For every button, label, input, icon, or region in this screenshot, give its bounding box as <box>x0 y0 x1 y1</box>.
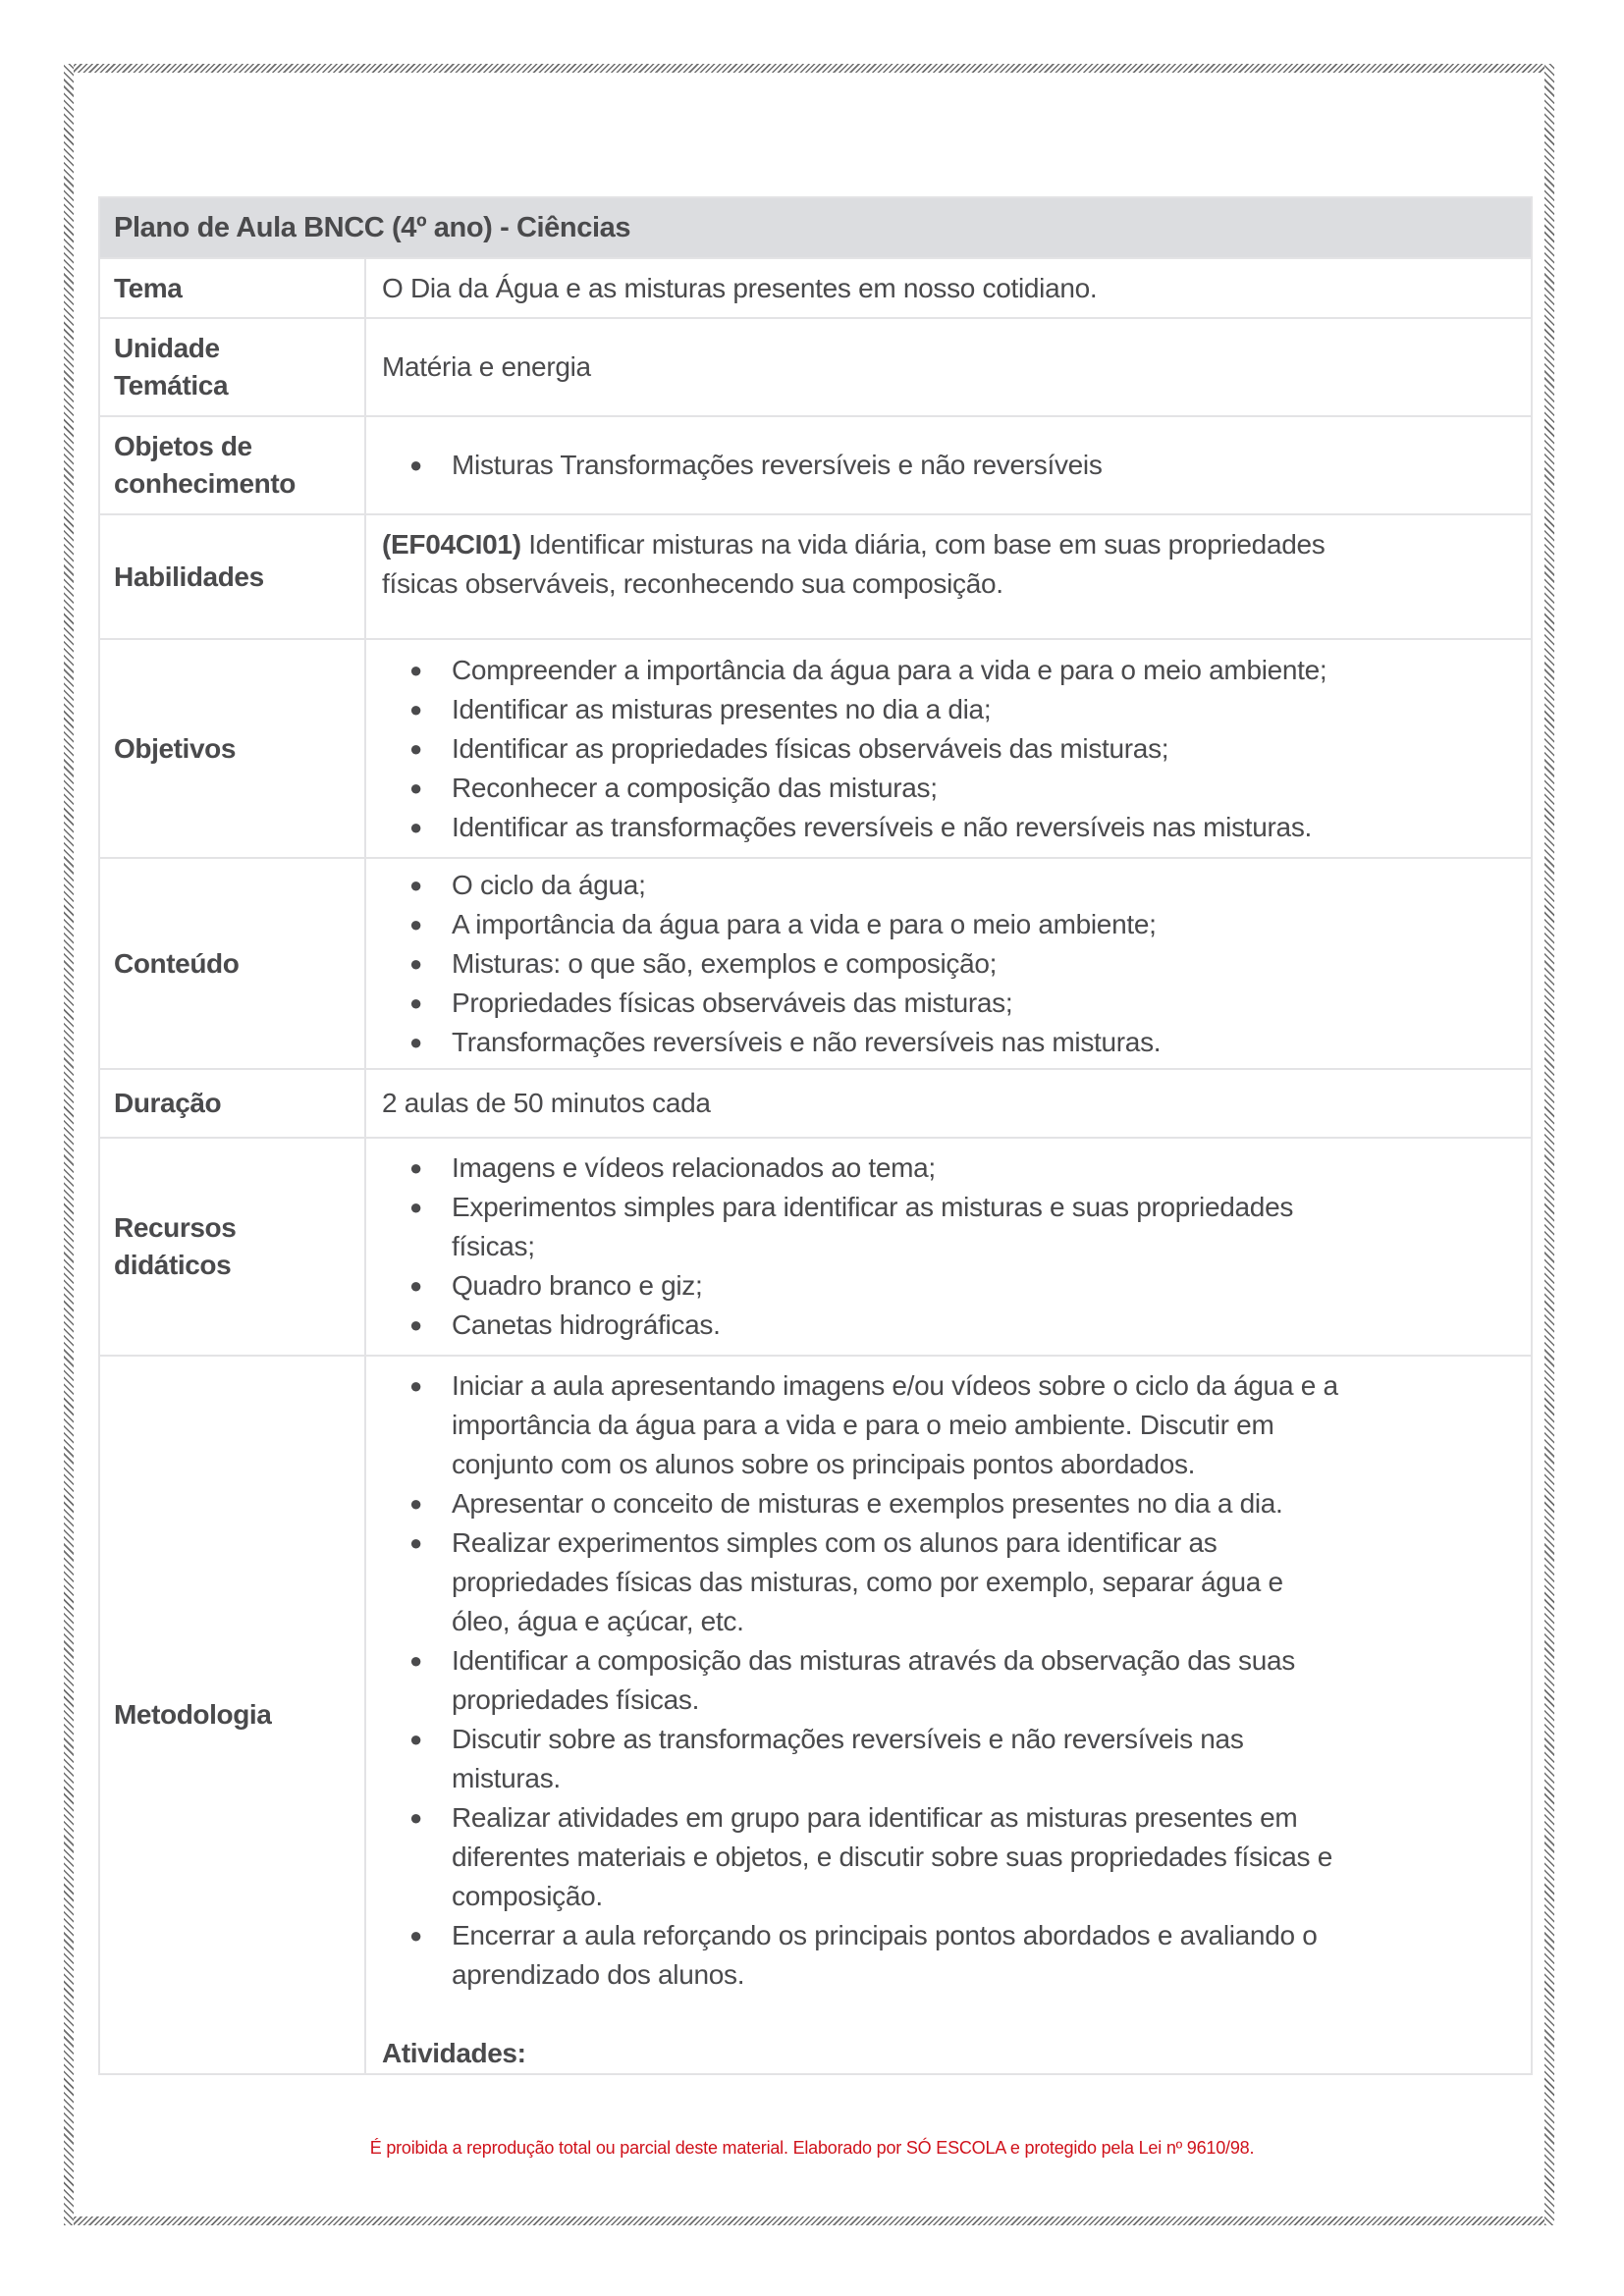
value-conteudo <box>365 858 1532 1069</box>
list-item-text: Reconhecer a composição das misturas; <box>452 772 938 803</box>
row-conteudo <box>99 858 1532 1069</box>
list-item-text: importância da água para a vida e para o meio ambiente. Discutir em <box>452 1410 1274 1440</box>
habilidade-code: (EF04CI01) <box>382 529 521 560</box>
list-item <box>409 1266 1521 1306</box>
bullet-icon: ● <box>409 1805 422 1830</box>
bullet-icon: ● <box>409 1648 422 1673</box>
list-item-text: óleo, água e açúcar, etc. <box>452 1606 744 1636</box>
label-line: didáticos <box>114 1250 232 1280</box>
row-recursos-didaticos <box>99 1138 1532 1356</box>
list-item-text: Identificar a composição das misturas através da observação das suas <box>452 1645 1295 1676</box>
label-habilidades: Habilidades <box>99 514 365 639</box>
bullet-icon: ● <box>409 1029 422 1054</box>
list-item <box>409 729 1521 769</box>
list-item-text: Identificar as propriedades físicas observáveis das misturas; <box>452 732 1169 764</box>
bullet-icon: ● <box>409 872 422 897</box>
list-item-text: Experimentos simples para identificar as misturas e suas propriedades <box>452 1192 1294 1222</box>
value-duracao: 2 aulas de 50 minutos cada <box>365 1069 1532 1138</box>
bullet-icon: ● <box>409 696 422 721</box>
bullet-icon: ● <box>409 735 422 761</box>
list-item-text: Misturas Transformações reversíveis e não reversíveis <box>452 450 1103 480</box>
bullet-icon: ● <box>409 453 422 477</box>
label-tema: Tema <box>99 258 365 318</box>
list-item <box>409 1523 1521 1641</box>
label-conteudo: Conteúdo <box>99 858 365 1069</box>
list-item <box>409 1188 1521 1266</box>
value-recursos-didaticos <box>365 1138 1532 1356</box>
label-metodologia: Metodologia <box>99 1356 365 2074</box>
list-item-text: Realizar atividades em grupo para identificar as misturas presentes em <box>452 1802 1298 1833</box>
atividades-heading: Atividades: <box>382 2038 526 2068</box>
copyright-notice: É proibida a reprodução total ou parcial deste material. Elaborado por SÓ ESCOLA e protegido pela Lei nº 9610/98. <box>369 2138 1255 2158</box>
recursos-list <box>382 1148 1521 1345</box>
list-item <box>409 905 1521 944</box>
habilidade-text: Identificar misturas na vida diária, com base em suas propriedades <box>520 529 1326 560</box>
row-metodologia <box>99 1356 1532 2074</box>
list-item <box>409 446 1521 485</box>
label-line: Temática <box>114 370 229 400</box>
list-item <box>409 1916 1521 1995</box>
list-item <box>409 944 1521 984</box>
border-left <box>64 64 74 2225</box>
label-objetivos: Objetivos <box>99 639 365 858</box>
bullet-icon: ● <box>409 989 422 1015</box>
row-duracao <box>99 1069 1532 1138</box>
value-unidade-tematica: Matéria e energia <box>365 318 1532 416</box>
value-objetivos <box>365 639 1532 858</box>
list-item-text: misturas. <box>452 1763 561 1793</box>
bullet-icon: ● <box>409 1155 422 1180</box>
plan-title: Plano de Aula BNCC (4º ano) - Ciências <box>99 197 1532 258</box>
label-unidade-tematica <box>99 318 365 416</box>
list-item <box>409 1720 1521 1798</box>
bullet-icon: ● <box>409 1195 422 1219</box>
list-item <box>409 1306 1521 1345</box>
list-item <box>409 769 1521 808</box>
list-item-text: composição. <box>452 1881 603 1911</box>
bullet-icon: ● <box>409 950 422 976</box>
list-item-text: Canetas hidrográficas. <box>452 1309 721 1340</box>
list-item-text: Realizar experimentos simples com os alunos para identificar as <box>452 1527 1218 1558</box>
bullet-icon: ● <box>409 1273 422 1298</box>
row-tema <box>99 258 1532 318</box>
row-habilidades <box>99 514 1532 639</box>
bullet-icon: ● <box>409 657 422 682</box>
bullet-icon: ● <box>409 911 422 936</box>
list-item-text: aprendizado dos alunos. <box>452 1959 745 1990</box>
list-item-text: Iniciar a aula apresentando imagens e/ou vídeos sobre o ciclo da água e a <box>452 1370 1338 1401</box>
list-item <box>409 984 1521 1023</box>
row-objetivos <box>99 639 1532 858</box>
bullet-icon: ● <box>409 1491 422 1516</box>
list-item-text: A importância da água para a vida e para o meio ambiente; <box>452 908 1157 939</box>
label-line: Recursos <box>114 1212 237 1243</box>
list-item-text: Identificar as misturas presentes no dia a dia; <box>452 693 992 724</box>
table-header-row <box>99 197 1532 258</box>
bullet-icon: ● <box>409 1923 422 1948</box>
bullet-icon: ● <box>409 1312 422 1337</box>
list-item-text: físicas; <box>452 1231 535 1261</box>
list-item-text: Transformações reversíveis e não reversíveis nas misturas. <box>452 1026 1162 1057</box>
value-habilidades <box>365 514 1532 639</box>
bullet-icon: ● <box>409 814 422 839</box>
list-item <box>409 651 1521 690</box>
list-item-text: propriedades físicas. <box>452 1684 700 1715</box>
list-item-text: Imagens e vídeos relacionados ao tema; <box>452 1152 936 1183</box>
list-item <box>409 1798 1521 1916</box>
list-item <box>409 1366 1521 1484</box>
border-right <box>1544 64 1554 2225</box>
objetivos-list <box>382 651 1521 847</box>
objetos-list <box>382 446 1521 485</box>
list-item <box>409 1023 1521 1062</box>
row-objetos-conhecimento <box>99 416 1532 514</box>
list-item <box>409 1148 1521 1188</box>
habilidade-line: físicas observáveis, reconhecendo sua composição. <box>382 568 1003 599</box>
list-item-text: Quadro branco e giz; <box>452 1270 703 1301</box>
list-item <box>409 1484 1521 1523</box>
list-item-text: diferentes materiais e objetos, e discutir sobre suas propriedades físicas e <box>452 1842 1333 1872</box>
list-item <box>409 690 1521 729</box>
value-objetos-conhecimento <box>365 416 1532 514</box>
list-item-text: Apresentar o conceito de misturas e exemplos presentes no dia a dia. <box>452 1488 1283 1519</box>
list-item <box>409 808 1521 847</box>
label-duracao: Duração <box>99 1069 365 1138</box>
bullet-icon: ● <box>409 774 422 800</box>
metodologia-list <box>382 1366 1521 1995</box>
value-metodologia <box>365 1356 1532 2074</box>
label-recursos-didaticos <box>99 1138 365 1356</box>
list-item-text: O ciclo da água; <box>452 869 646 900</box>
conteudo-list <box>382 866 1521 1062</box>
value-tema: O Dia da Água e as misturas presentes em nosso cotidiano. <box>365 258 1532 318</box>
row-unidade-tematica <box>99 318 1532 416</box>
list-item <box>409 1641 1521 1720</box>
border-top <box>64 64 1554 73</box>
label-objetos-conhecimento <box>99 416 365 514</box>
label-line: conhecimento <box>114 468 297 499</box>
border-bottom <box>64 2216 1554 2225</box>
list-item-text: conjunto com os alunos sobre os principais pontos abordados. <box>452 1449 1196 1479</box>
bullet-icon: ● <box>409 1373 422 1398</box>
list-item-text: Propriedades físicas observáveis das misturas; <box>452 987 1013 1018</box>
bullet-icon: ● <box>409 1727 422 1751</box>
label-line: Unidade <box>114 333 220 363</box>
list-item-text: Misturas: o que são, exemplos e composição; <box>452 947 998 979</box>
list-item <box>409 866 1521 905</box>
label-line: Objetos de <box>114 431 252 461</box>
list-item-text: Encerrar a aula reforçando os principais pontos abordados e avaliando o <box>452 1920 1318 1950</box>
list-item-text: Compreender a importância da água para a vida e para o meio ambiente; <box>452 654 1327 685</box>
list-item-text: Identificar as transformações reversíveis e não reversíveis nas misturas. <box>452 811 1313 842</box>
list-item-text: Discutir sobre as transformações reversíveis e não reversíveis nas <box>452 1724 1244 1754</box>
bullet-icon: ● <box>409 1530 422 1555</box>
lesson-plan-table <box>98 196 1533 2075</box>
habilidade-line <box>382 525 1521 564</box>
list-item-text: propriedades físicas das misturas, como por exemplo, separar água e <box>452 1567 1283 1597</box>
